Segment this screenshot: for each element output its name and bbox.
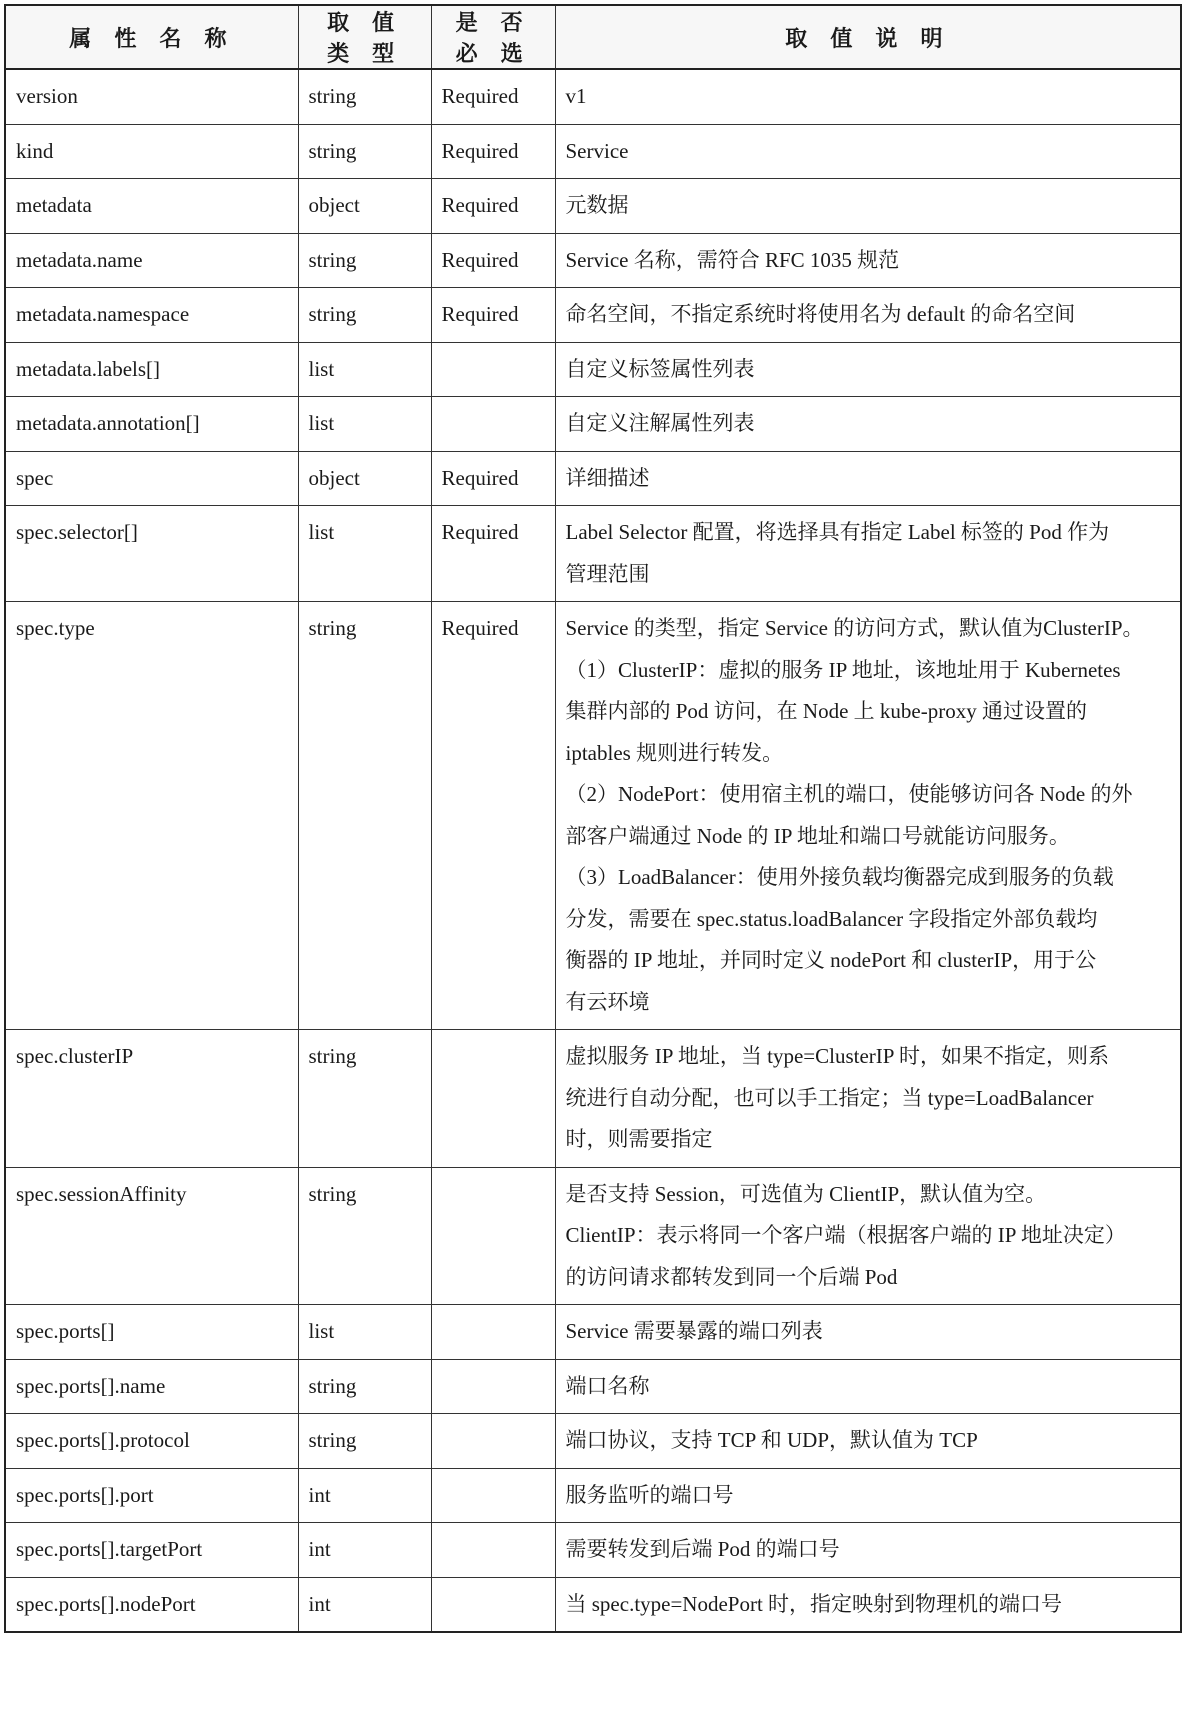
cell-attribute-name: spec.ports[].nodePort — [5, 1577, 298, 1632]
cell-attribute-name: spec.ports[].targetPort — [5, 1523, 298, 1578]
cell-attribute-name: metadata.annotation[] — [5, 397, 298, 452]
cell-attribute-name: spec.sessionAffinity — [5, 1167, 298, 1305]
table-row — [5, 602, 1181, 1030]
description-line: 自定义注解属性列表 — [565, 411, 755, 435]
description-line: 服务监听的端口号 — [565, 1482, 734, 1507]
cell-required — [431, 397, 555, 452]
cell-attribute-name: spec — [5, 451, 298, 506]
description-line: iptables 规则进行转发。 — [565, 740, 784, 765]
header-row — [5, 5, 1181, 69]
cell-value-type: string — [298, 288, 431, 343]
cell-value-type: list — [298, 342, 431, 397]
cell-value-description — [555, 1577, 1181, 1632]
description-line: ClientIP：表示将同一个客户端（根据客户端的 IP 地址决定） — [565, 1223, 1126, 1247]
description-line: 端口名称 — [565, 1373, 650, 1398]
cell-value-type: int — [298, 1468, 431, 1523]
cell-value-type: object — [298, 179, 431, 234]
cell-value-description — [555, 288, 1181, 343]
header-value-type: 取 值 类 型 — [298, 5, 431, 69]
description-line: 统进行自动分配，也可以手工指定；当 type=LoadBalancer — [565, 1085, 1094, 1110]
table-row — [5, 506, 1181, 602]
table-row — [5, 288, 1181, 343]
cell-value-type: string — [298, 1359, 431, 1414]
cell-required: Required — [431, 451, 555, 506]
cell-required — [431, 1414, 555, 1469]
cell-attribute-name: metadata.labels[] — [5, 342, 298, 397]
cell-value-type: string — [298, 69, 431, 124]
cell-attribute-name: metadata.name — [5, 233, 298, 288]
service-spec-table — [4, 4, 1182, 1633]
cell-attribute-name: spec.selector[] — [5, 506, 298, 602]
cell-value-type: string — [298, 233, 431, 288]
cell-attribute-name: spec.clusterIP — [5, 1030, 298, 1168]
cell-value-type: string — [298, 1167, 431, 1305]
description-line: 是否支持 Session，可选值为 ClientIP，默认值为空。 — [565, 1181, 1047, 1206]
cell-attribute-name: version — [5, 69, 298, 124]
cell-value-description — [555, 179, 1181, 234]
cell-value-type: list — [298, 506, 431, 602]
description-line: Service 名称，需符合 RFC 1035 规范 — [565, 247, 900, 272]
description-line: Service — [565, 138, 629, 163]
cell-value-type: object — [298, 451, 431, 506]
description-line: 虚拟服务 IP 地址，当 type=ClusterIP 时，如果不指定，则系 — [565, 1044, 1109, 1068]
cell-value-type: string — [298, 124, 431, 179]
table-row — [5, 397, 1181, 452]
table-row — [5, 1305, 1181, 1360]
table-header — [5, 5, 1181, 69]
cell-required — [431, 1167, 555, 1305]
description-line: 元数据 — [565, 193, 629, 217]
description-line: 需要转发到后端 Pod 的端口号 — [565, 1537, 840, 1561]
cell-required: Required — [431, 288, 555, 343]
description-line: 时，则需要指定 — [565, 1127, 713, 1151]
cell-value-description — [555, 451, 1181, 506]
cell-required: Required — [431, 506, 555, 602]
cell-required — [431, 1359, 555, 1414]
cell-required: Required — [431, 124, 555, 179]
description-line: 集群内部的 Pod 访问，在 Node 上 kube-proxy 通过设置的 — [565, 699, 1087, 723]
description-line: 分发，需要在 spec.status.loadBalancer 字段指定外部负载均 — [565, 906, 1098, 931]
cell-attribute-name: metadata — [5, 179, 298, 234]
cell-required — [431, 1523, 555, 1578]
cell-value-description — [555, 1523, 1181, 1578]
description-line: Service 的类型，指定 Service 的访问方式，默认值为ClusterIP。 — [565, 616, 1144, 640]
cell-value-description — [555, 1305, 1181, 1360]
description-line: 的访问请求都转发到同一个后端 Pod — [565, 1264, 898, 1289]
table-row — [5, 179, 1181, 234]
cell-required: Required — [431, 179, 555, 234]
cell-attribute-name: spec.ports[] — [5, 1305, 298, 1360]
cell-value-description — [555, 233, 1181, 288]
table-row — [5, 342, 1181, 397]
description-line: Label Selector 配置，将选择具有指定 Label 标签的 Pod 作为 — [565, 520, 1110, 544]
description-line: 端口协议，支持 TCP 和 UDP，默认值为 TCP — [565, 1428, 978, 1452]
description-line: 详细描述 — [565, 465, 650, 490]
cell-value-type: int — [298, 1523, 431, 1578]
table-row — [5, 1414, 1181, 1469]
description-line: Service 需要暴露的端口列表 — [565, 1319, 823, 1343]
table-row — [5, 124, 1181, 179]
table-row — [5, 1359, 1181, 1414]
description-line: v1 — [565, 84, 587, 108]
cell-required — [431, 1468, 555, 1523]
description-line: （1）ClusterIP：虚拟的服务 IP 地址，该地址用于 Kubernetes — [565, 657, 1121, 682]
cell-value-type: string — [298, 602, 431, 1030]
table-row — [5, 1577, 1181, 1632]
cell-value-description — [555, 1030, 1181, 1168]
cell-value-description — [555, 506, 1181, 602]
description-line: 当 spec.type=NodePort 时，指定映射到物理机的端口号 — [565, 1591, 1063, 1616]
cell-value-description — [555, 397, 1181, 452]
header-attribute-name: 属 性 名 称 — [5, 5, 298, 69]
cell-required — [431, 1577, 555, 1632]
description-line: 衡器的 IP 地址，并同时定义 nodePort 和 clusterIP，用于公 — [565, 948, 1097, 972]
cell-value-description — [555, 124, 1181, 179]
cell-value-type: string — [298, 1030, 431, 1168]
table-row — [5, 451, 1181, 506]
table-row — [5, 69, 1181, 124]
description-line: 自定义标签属性列表 — [565, 356, 755, 381]
header-value-description: 取 值 说 明 — [555, 5, 1181, 69]
table-row — [5, 1523, 1181, 1578]
cell-value-description — [555, 69, 1181, 124]
cell-value-description — [555, 342, 1181, 397]
cell-attribute-name: spec.ports[].port — [5, 1468, 298, 1523]
cell-value-type: list — [298, 1305, 431, 1360]
cell-required: Required — [431, 69, 555, 124]
description-line: （3）LoadBalancer：使用外接负载均衡器完成到服务的负载 — [565, 865, 1114, 889]
cell-attribute-name: spec.ports[].protocol — [5, 1414, 298, 1469]
header-required: 是 否 必 选 — [431, 5, 555, 69]
table-body — [5, 69, 1181, 1632]
description-line: 命名空间，不指定系统时将使用名为 default 的命名空间 — [565, 302, 1076, 326]
table-row — [5, 1167, 1181, 1305]
cell-value-type: int — [298, 1577, 431, 1632]
cell-attribute-name: spec.ports[].name — [5, 1359, 298, 1414]
cell-value-type: list — [298, 397, 431, 452]
cell-value-type: string — [298, 1414, 431, 1469]
table-row — [5, 233, 1181, 288]
cell-required — [431, 1305, 555, 1360]
cell-attribute-name: kind — [5, 124, 298, 179]
cell-value-description — [555, 1167, 1181, 1305]
description-line: 管理范围 — [565, 561, 650, 586]
cell-attribute-name: spec.type — [5, 602, 298, 1030]
cell-value-description — [555, 602, 1181, 1030]
table-row — [5, 1468, 1181, 1523]
cell-required: Required — [431, 602, 555, 1030]
cell-attribute-name: metadata.namespace — [5, 288, 298, 343]
table-row — [5, 1030, 1181, 1168]
cell-value-description — [555, 1414, 1181, 1469]
cell-required: Required — [431, 233, 555, 288]
cell-value-description — [555, 1468, 1181, 1523]
description-line: 有云环境 — [565, 989, 650, 1014]
cell-required — [431, 1030, 555, 1168]
cell-value-description — [555, 1359, 1181, 1414]
cell-required — [431, 342, 555, 397]
description-line: （2）NodePort：使用宿主机的端口，使能够访问各 Node 的外 — [565, 782, 1133, 806]
description-line: 部客户端通过 Node 的 IP 地址和端口号就能访问服务。 — [565, 823, 1070, 848]
